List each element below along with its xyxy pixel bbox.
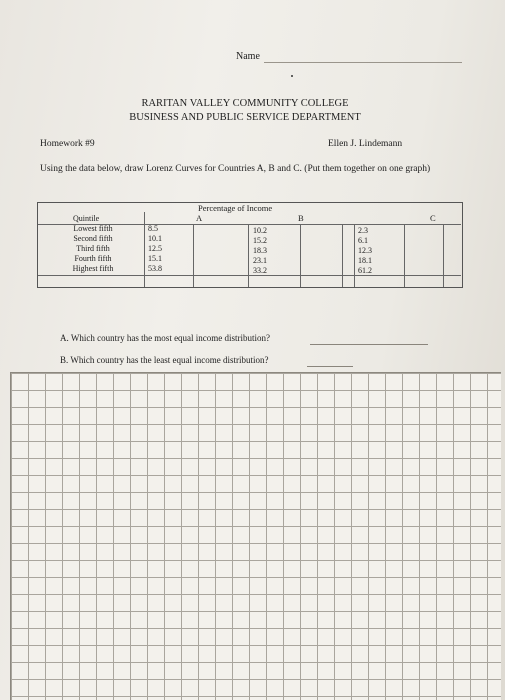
pen-mark xyxy=(291,75,293,77)
country-c-column xyxy=(358,226,372,276)
table-cell: 23.1 xyxy=(253,256,267,265)
bottom-divider xyxy=(38,275,461,276)
table-divider xyxy=(300,225,301,287)
table-cell: 33.2 xyxy=(253,266,267,275)
table-cell: 18.1 xyxy=(358,256,372,265)
department-name: BUSINESS AND PUBLIC SERVICE DEPARTMENT xyxy=(129,112,361,123)
quintile-header: Quintile xyxy=(73,214,100,223)
table-divider xyxy=(443,225,444,287)
table-row: Third fifth xyxy=(76,244,110,253)
table-cell: 12.3 xyxy=(358,246,372,255)
table-divider xyxy=(248,225,249,287)
country-a-column xyxy=(148,224,162,274)
graph-paper-grid[interactable] xyxy=(10,372,501,700)
answer-b-line[interactable] xyxy=(307,366,353,367)
table-divider xyxy=(342,225,343,287)
table-row: Lowest fifth xyxy=(73,224,113,233)
question-a: A. Which country has the most equal income distribution? xyxy=(60,333,271,343)
name-blank-line xyxy=(264,62,462,63)
table-cell: 18.3 xyxy=(253,246,267,255)
table-cell: 10.2 xyxy=(253,226,267,235)
table-divider xyxy=(144,212,145,287)
table-cell: 6.1 xyxy=(358,236,368,245)
table-cell: 15.1 xyxy=(148,254,162,263)
name-label: Name xyxy=(236,51,260,62)
table-row: Fourth fifth xyxy=(74,254,112,263)
table-divider xyxy=(354,225,355,287)
column-header-c: C xyxy=(430,213,436,223)
table-title: Percentage of Income xyxy=(198,203,273,213)
country-b-column xyxy=(253,226,267,276)
table-cell: 2.3 xyxy=(358,226,368,235)
table-divider xyxy=(404,225,405,287)
table-cell: 61.2 xyxy=(358,266,372,275)
question-b: B. Which country has the least equal income distribution? xyxy=(60,355,269,365)
table-cell: 10.1 xyxy=(148,234,162,243)
homework-number: Homework #9 xyxy=(40,139,95,149)
instructions-text: Using the data below, draw Lorenz Curves for Countries A, B and C. (Put them together on one graph) xyxy=(40,164,431,174)
answer-a-line[interactable] xyxy=(310,344,428,345)
college-name: RARITAN VALLEY COMMUNITY COLLEGE xyxy=(141,98,349,109)
table-cell: 15.2 xyxy=(253,236,267,245)
instructor-name: Ellen J. Lindemann xyxy=(328,139,403,149)
income-table xyxy=(37,202,463,288)
column-header-b: B xyxy=(298,213,304,223)
quintile-column xyxy=(58,224,128,274)
table-cell: 53.8 xyxy=(148,264,162,273)
table-row: Second fifth xyxy=(73,234,113,243)
table-divider xyxy=(193,225,194,287)
column-header-a: A xyxy=(196,213,203,223)
table-row: Highest fifth xyxy=(72,264,114,273)
table-cell: 12.5 xyxy=(148,244,162,253)
table-cell: 8.5 xyxy=(148,224,158,233)
